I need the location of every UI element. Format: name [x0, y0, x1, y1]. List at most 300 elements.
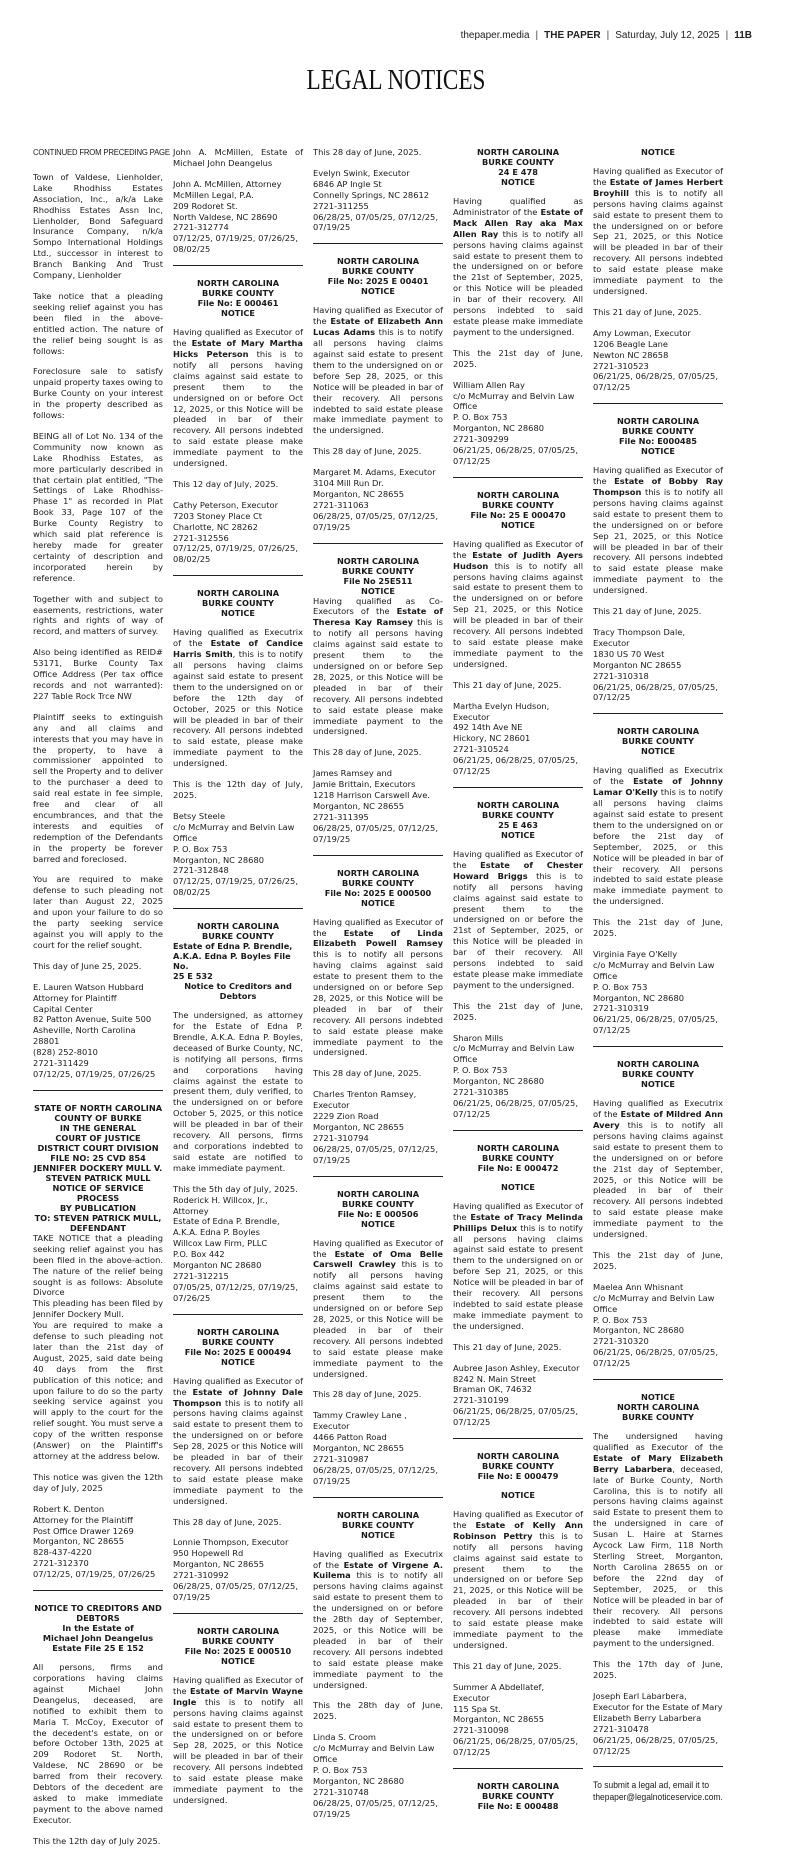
- estate-name: Estate of James Herbert Broyhill: [593, 176, 723, 198]
- masthead-page-number: 11B: [734, 30, 752, 41]
- paragraph-text: Having qualified as Executor of the: [593, 166, 723, 187]
- signature-line: 115 Spa St.: [453, 1703, 501, 1714]
- estate-name: Estate of Johnny Lamar O'Kelly: [593, 776, 723, 798]
- heading-line: DISTRICT COURT DIVISION: [37, 1142, 159, 1153]
- heading-line: BURKE COUNTY: [482, 157, 554, 167]
- estate-name: Estate of Chester Howard Briggs: [453, 859, 583, 881]
- notice-signature-block: [313, 467, 443, 532]
- notice-divider: [173, 908, 303, 909]
- notice-paragraph: [453, 539, 583, 670]
- heading-line: NOTICE: [640, 147, 676, 157]
- signature-line: Maelea Ann Whisnant: [593, 1281, 684, 1292]
- signature-line: c/o McMurray and Belvin Law Office: [313, 1743, 435, 1765]
- notice-paragraph: This 28 day of June, 2025.: [313, 147, 422, 157]
- heading-line: NORTH CAROLINA: [616, 726, 700, 737]
- notice-paragraph: [593, 465, 723, 596]
- signature-line: Morganton, NC 28680: [453, 423, 545, 434]
- paragraph-text: this is to notify all persons having claims against said estate to present them to the undersigned on or before Sep 21, 2025, or this Notice will be pleaded in bar of their recovery. All persons indebted to said estate please make immediate payment to the undersigned.: [453, 560, 583, 669]
- notice-heading: [173, 981, 303, 1001]
- heading-line: NORTH CAROLINA: [196, 1326, 280, 1337]
- notice-heading: [453, 1182, 583, 1192]
- masthead-date: Saturday, July 12, 2025: [615, 30, 720, 41]
- notice-paragraph: [453, 196, 583, 338]
- notice-heading: [313, 1189, 443, 1229]
- signature-line: John A. McMillen, Attorney: [173, 178, 282, 189]
- signature-line: 2229 Zion Road: [313, 1111, 379, 1122]
- estate-name: Estate of Theresa Kay Ramsey: [313, 606, 443, 628]
- notice-heading: [33, 1103, 163, 1233]
- heading-line: File No: E 000479: [477, 1471, 559, 1482]
- notice-divider: [313, 1176, 443, 1177]
- notice-signature-block: [593, 1282, 723, 1369]
- notice-heading: [313, 556, 443, 596]
- notice-signature-block: [313, 1089, 443, 1165]
- signature-line: (828) 252-8010: [33, 1047, 98, 1058]
- notice-signature-block: [173, 179, 303, 255]
- signature-line: This the 5th day of July, 2025.: [173, 1183, 298, 1194]
- signature-line: Attorney for the Plaintiff: [33, 1514, 133, 1525]
- submission-note: To submit a legal ad, email it to thepaper@legalnoticeservice.com.: [593, 1780, 723, 1803]
- heading-line: NORTH CAROLINA: [616, 416, 700, 427]
- paragraph-text: this is to notify all persons having claims against said estate to present them to the undersigned on or before Sep 28, 2025, or this Notice will be pleaded in bar of their recovery. All persons indebted to said estate please make immediate payment to the undersigned.: [313, 1259, 443, 1379]
- notice-divider: [313, 1497, 443, 1498]
- notice-paragraph: [593, 1431, 723, 1649]
- notice-paragraph: [173, 1675, 303, 1806]
- heading-line: BURKE COUNTY: [622, 736, 694, 747]
- signature-line: 06/21/25, 06/28/25, 07/05/25, 07/12/25: [593, 1014, 718, 1036]
- notice-paragraph: You are required to make a defense to such pleading not later than the 21st day of August, 2025, said date being 40 days from the first publication of this notice; and upon failure to do so the party seeking service against you will apply to the court for the relief sought. You must serve a copy of the written response (Answer) on the Plaintiff's attorney at the address below.: [33, 1320, 163, 1461]
- paragraph-text: this is to notify all persons having claims against said estate to present them to the undersigned on or before Sep 28, 2025, or this Notice will be pleaded in bar of their recovery. All persons indebted to said estate please make immediate payment to the undersigned.: [313, 949, 443, 1058]
- signature-line: 06/21/25, 06/28/25, 07/05/25, 07/12/25: [453, 1098, 578, 1119]
- notice-paragraph: This 28 day of June, 2025.: [313, 747, 422, 758]
- signature-line: 06/28/25, 07/05/25, 07/12/25, 07/19/25: [313, 1464, 438, 1486]
- notice-paragraph: [593, 765, 723, 907]
- signature-line: Charles Trenton Ramsey, Executor: [313, 1089, 417, 1111]
- heading-line: BURKE COUNTY: [482, 809, 554, 820]
- signature-line: 209 Rodoret St.: [173, 200, 238, 211]
- estate-name: Estate of Judith Ayers Hudson: [453, 549, 583, 571]
- heading-line: File No: E 000472: [477, 1162, 559, 1173]
- heading-line: NORTH CAROLINA: [476, 799, 560, 810]
- notice-signature-block: [453, 701, 583, 777]
- signature-line: P.O. Box 442: [173, 1249, 225, 1260]
- heading-line: NOTICE TO CREDITORS AND DEBTORS: [34, 1603, 162, 1624]
- notice-divider: [173, 1613, 303, 1614]
- signature-line: Amy Lowman, Executor: [593, 327, 691, 338]
- signature-line: 1218 Harrison Carswell Ave.: [313, 790, 430, 801]
- heading-line: BURKE COUNTY: [342, 565, 414, 576]
- heading-line: FILE NO: 25 CVD 854: [50, 1152, 146, 1163]
- paragraph-text: this is to notify all persons having claims against said estate to present them to the undersigned on or before Sep 21, 2025, or this Notice will be pleaded in bar of their recovery. All persons indebted to said estate please make immediate payment to the undersigned.: [593, 187, 723, 296]
- notice-divider: [313, 543, 443, 544]
- signature-line: Morganton, NC 28680: [453, 1076, 545, 1087]
- signature-line: 06/21/25, 06/28/25, 07/05/25, 07/12/25: [593, 371, 718, 393]
- signature-line: 2721-310318: [593, 670, 649, 681]
- notice-paragraph: TAKE NOTICE that a pleading seeking relief against you has been filed in the above-action. The nature of the relief being sought is as follows: Absolute Divorce: [33, 1232, 163, 1298]
- heading-line: In the Estate of: [62, 1623, 134, 1634]
- heading-line: NOTICE: [640, 1392, 676, 1403]
- signature-line: 07/12/25, 07/19/25, 07/26/25, 08/02/25: [173, 876, 298, 898]
- notice-paragraph: This the 17th day of June, 2025.: [593, 1659, 723, 1681]
- notice-paragraph: Also being identified as REID# 53171, Burke County Tax Office Address (Per tax office records and not warranted): 227 Table Rock Trce NW: [33, 647, 163, 701]
- notice-paragraph: This the 21st day of June, 2025.: [453, 1000, 583, 1022]
- paragraph-text: this is to notify all persons having claims against said estate to present them to the undersigned on or before the 28th day of September, 2025, or this Notice will be pleaded in bar of their recovery. All persons indebted to said estate please make immediate payment to the undersigned.: [313, 1570, 443, 1690]
- signature-line: Morganton, NC 28655: [313, 1443, 405, 1454]
- signature-line: North Valdese, NC 28690: [173, 211, 278, 222]
- signature-line: P. O. Box 753: [453, 412, 508, 423]
- signature-line: Morganton, NC 28655: [313, 800, 405, 811]
- notice-paragraph: All persons, firms and corporations having claims against Michael John Deangelus, deceased, are notified to exhibit them to Maria T. McCoy, Executor of the decedent's estate, on or before October 13th, 2025 at 209 Rodoret St. North, Valdese, NC 28690 or be barred from their recovery. Debtors of the decedent are asked to make immediate payment to the above named Executor.: [33, 1662, 163, 1825]
- notice-paragraph: This 21 day of June, 2025.: [593, 606, 702, 617]
- signature-line: 06/21/25, 06/28/25, 07/05/25, 07/12/25: [453, 1736, 578, 1758]
- continued-label: CONTINUED FROM PRECEDING PAGE: [33, 147, 170, 157]
- notice-paragraph: This 28 day of June, 2025.: [313, 1389, 422, 1400]
- notice-paragraph: [313, 305, 443, 436]
- signature-line: P. O. Box 753: [173, 843, 228, 854]
- signature-line: 07/12/25, 07/19/25, 07/26/25: [33, 1569, 156, 1580]
- signature-line: 2721-312370: [33, 1558, 89, 1569]
- notice-divider: [453, 1438, 583, 1439]
- signature-line: Linda S. Croom: [313, 1732, 376, 1743]
- signature-line: Joseph Earl Labarbera,: [593, 1690, 687, 1701]
- signature-line: Morganton, NC 28655: [33, 1536, 125, 1547]
- heading-line: BURKE COUNTY: [342, 1198, 414, 1209]
- notice-signature-block: [313, 1732, 443, 1819]
- signature-line: 2721-310523: [593, 360, 649, 371]
- notice-signature-block: [313, 168, 443, 233]
- notice-paragraph: [593, 1098, 723, 1240]
- paragraph-text: this is to notify all persons having claims against said estate to present them to the undersigned on or before Sep 28, 2025, or this Notice will be pleaded in bar of their recovery. All persons indebted to said estate please make immediate payment to the undersigned.: [313, 327, 443, 436]
- paragraph-text: Having qualified as Executor of the: [173, 327, 303, 349]
- signature-line: 2721-310992: [173, 1570, 229, 1581]
- notice-paragraph: This notice was given the 12th day of July, 2025: [33, 1471, 163, 1493]
- signature-line: Post Office Drawer 1269: [33, 1525, 134, 1536]
- signature-line: 06/21/25, 06/28/25, 07/05/25, 07/12/25: [453, 445, 578, 466]
- signature-line: E. Lauren Watson Hubbard: [33, 981, 144, 992]
- signature-line: 2721-310794: [313, 1132, 369, 1143]
- signature-line: 06/21/25, 06/28/25, 07/05/25, 07/12/25: [593, 1734, 718, 1756]
- heading-line: BURKE COUNTY: [622, 1412, 694, 1423]
- heading-line: NOTICE: [220, 608, 256, 619]
- heading-line: NORTH CAROLINA: [336, 256, 420, 267]
- heading-line: File No 25E511: [343, 575, 413, 586]
- signature-line: 2721-312556: [173, 532, 229, 543]
- signature-line: 07/12/25, 07/19/25, 07/26/25, 08/02/25: [173, 543, 298, 565]
- heading-line: STATE OF NORTH CAROLINA: [33, 1102, 163, 1113]
- notice-paragraph: This 28 day of June, 2025.: [313, 1068, 422, 1079]
- paragraph-text: Having qualified as Executor of the: [173, 1674, 303, 1696]
- heading-line: File No: E 000506: [337, 1208, 419, 1219]
- signature-line: 2721-310385: [453, 1087, 509, 1098]
- heading-line: NOTICE: [360, 1218, 396, 1229]
- signature-line: 2721-310524: [453, 744, 509, 755]
- notice-signature-block: [33, 982, 163, 1080]
- signature-line: 06/21/25, 06/28/25, 07/05/25, 07/12/25: [593, 681, 718, 703]
- signature-line: Robert K. Denton: [33, 1503, 105, 1514]
- signature-line: William Allen Ray: [453, 379, 525, 390]
- notice-heading: [453, 800, 583, 840]
- heading-line: NOTICE: [640, 746, 676, 757]
- estate-name: Estate of Bobby Ray Thompson: [593, 476, 723, 498]
- signature-line: McMillen Legal, P.A.: [173, 189, 254, 200]
- notice-divider: [33, 1590, 163, 1591]
- signature-line: Morganton, NC 28655: [313, 1122, 405, 1132]
- heading-line: IN THE GENERAL: [59, 1122, 137, 1133]
- heading-line: COURT OF JUSTICE: [55, 1132, 141, 1143]
- signature-line: 2721-309299: [453, 434, 509, 445]
- paragraph-text: this is to notify all persons having claims against said estate to present them to the undersigned on or before the 21st day of September, 2025, or this Notice will be pleaded in bar of their recovery. All persons indebted to said estate please make immediate payment to the undersigned.: [593, 787, 723, 907]
- signature-line: 828-437-4220: [33, 1547, 92, 1558]
- heading-line: Estate File 25 E 152: [52, 1643, 144, 1654]
- signature-line: 8242 N. Main Street: [453, 1373, 536, 1384]
- notice-paragraph: John A. McMillen, Estate of Michael John Deangelus: [173, 147, 303, 168]
- signature-line: 2721-310320: [593, 1336, 649, 1347]
- notice-heading: [453, 1451, 583, 1481]
- column-5: [593, 147, 723, 1857]
- notice-heading: [173, 921, 303, 941]
- heading-line: NORTH CAROLINA: [196, 588, 280, 599]
- notice-paragraph: This 21 day of June, 2025.: [453, 679, 562, 690]
- paragraph-text: this is to notify all persons having claims against said estate to present them to the undersigned on or before Oct 12, 2025, or this Notice will be pleaded in bar of their recovery. All persons indebted to said estate please make immediate payment to the undersigned.: [173, 348, 303, 469]
- estate-name: Estate of Mary Elizabeth Berry Labarbera: [593, 1452, 723, 1474]
- notice-paragraph: [453, 849, 583, 991]
- paragraph-text: Having qualified as Executrix of the: [593, 765, 723, 787]
- signature-line: 2721-310319: [593, 1003, 649, 1014]
- signature-line: 7203 Stoney Place Ct: [173, 510, 263, 521]
- notice-heading: [313, 868, 443, 908]
- signature-line: Roderick H. Willcox, Jr., Attorney: [173, 1194, 268, 1216]
- notice-heading: [453, 147, 583, 187]
- signature-line: 4466 Patton Road: [313, 1432, 387, 1443]
- signature-line: 2721-310098: [453, 1725, 509, 1736]
- notice-divider: [593, 1046, 723, 1047]
- notice-paragraph: This 21 day of June, 2025.: [593, 306, 702, 317]
- paragraph-text: Having qualified as Executor of the: [453, 1200, 583, 1222]
- notice-heading: [173, 1626, 303, 1666]
- heading-line: NOTICE: [500, 177, 536, 187]
- heading-line: NORTH CAROLINA: [196, 1625, 280, 1636]
- signature-line: Morganton NC 28680: [173, 1260, 262, 1271]
- notice-heading: [33, 1603, 163, 1653]
- heading-line: NOTICE: [220, 1356, 256, 1367]
- heading-line: NORTH CAROLINA: [476, 1781, 560, 1792]
- signature-line: Asheville, North Carolina 28801: [33, 1025, 136, 1047]
- paragraph-text: Having qualified as Executor of the: [453, 848, 583, 870]
- column-4: [453, 147, 583, 1857]
- signature-line: 2721-310478: [593, 1723, 649, 1734]
- signature-line: 07/12/25, 07/19/25, 07/26/25: [33, 1068, 156, 1079]
- notice-paragraph: Take notice that a pleading seeking relief against you has been filed in the above-entitled action. The nature of the relief being sought is as follows:: [33, 290, 163, 356]
- notice-heading: [593, 726, 723, 756]
- signature-line: Jamie Brittain, Executors: [313, 779, 416, 790]
- heading-line: NOTICE: [500, 1181, 536, 1192]
- heading-line: NORTH CAROLINA: [476, 489, 560, 500]
- signature-line: 2721-311255: [313, 200, 369, 211]
- signature-line: 06/21/25, 06/28/25, 07/05/25, 07/12/25: [453, 755, 578, 777]
- estate-name: Estate of Candice Harris Smith: [173, 638, 304, 660]
- paragraph-text: Having qualified as Executor of the: [313, 305, 443, 327]
- paragraph-text: Having qualified as Executor of the: [453, 538, 583, 560]
- notice-signature-block: [173, 1184, 303, 1304]
- heading-line: NORTH CAROLINA: [336, 1509, 420, 1520]
- paragraph-text: , deceased, late of Burke County, North Carolina, this is to notify all persons having claims against said Estate to present them to the undersigned in care of Susan L. Haire at Starnes Aycock Law Firm, 118 North Sterling Street, Morganton, North Carolina 28655 on or before the 22nd day of September, 2025, or this Notice will be pleaded in bar of their recovery. All persons indebted to said estate will please make immediate payment to the undersigned.: [593, 1463, 723, 1649]
- paragraph-text: Having qualified as Executrix of the: [313, 1548, 443, 1570]
- paragraph-text: Having qualified as Administrator of the: [453, 196, 583, 217]
- signature-line: P. O. Box 753: [593, 981, 648, 992]
- heading-line: BURKE COUNTY: [202, 1635, 274, 1646]
- signature-line: 06/28/25, 07/05/25, 07/12/25, 07/19/25: [313, 822, 438, 844]
- estate-name: Estate of Kelly Ann Robinson Pettry: [453, 1519, 583, 1541]
- page-masthead: [461, 30, 752, 41]
- signature-line: 06/28/25, 07/05/25, 07/12/25, 07/19/25: [313, 211, 438, 233]
- notice-paragraph: BEING all of Lot No. 134 of the Community now known as Lake Rhodhiss Estates, as more particularly described in that certain plat entitled, "The Settings of Lake Rhodhiss-Phase 1" as recorded in Plat Book 33, Page 107 of the Burke County Registry to which said plat reference is hereby made for greater certainty of description and incorporated herein by reference.: [33, 430, 163, 583]
- signature-line: 2721-311063: [313, 499, 369, 510]
- signature-line: 07/12/25, 07/19/25, 07/26/25, 08/02/25: [173, 233, 298, 255]
- signature-line: Sharon Mills: [453, 1032, 504, 1043]
- notice-paragraph: [173, 1376, 303, 1507]
- heading-line: File No: E 000461: [197, 298, 279, 309]
- signature-line: 07/05/25, 07/12/25, 07/19/25, 07/26/25: [173, 1281, 298, 1303]
- notice-signature-block: [313, 768, 443, 844]
- notice-divider: [453, 787, 583, 788]
- notice-signature-block: [593, 1691, 723, 1756]
- notice-divider: [313, 855, 443, 856]
- heading-line: BY PUBLICATION: [60, 1202, 136, 1213]
- signature-line: 6846 AP Ingle St: [313, 178, 382, 189]
- signature-line: Margaret M. Adams, Executor: [313, 467, 436, 478]
- heading-line: 24 E 478: [498, 167, 538, 177]
- signature-line: Morganton, NC 28680: [593, 1325, 685, 1336]
- signature-line: 950 Hopewell Rd: [173, 1548, 244, 1559]
- notice-signature-block: [453, 1363, 583, 1428]
- heading-line: BURKE COUNTY: [202, 1336, 274, 1347]
- signature-line: 2721-310748: [313, 1786, 369, 1797]
- masthead-site: thepaper.media: [460, 30, 530, 41]
- notice-divider: [453, 1130, 583, 1131]
- heading-line: NORTH CAROLINA: [476, 1451, 560, 1462]
- heading-line: NORTH CAROLINA: [616, 1059, 700, 1070]
- heading-line: NORTH CAROLINA: [336, 1188, 420, 1199]
- notice-paragraph: [593, 166, 723, 297]
- heading-line: NOTICE: [360, 897, 396, 908]
- notice-paragraph: The undersigned, as attorney for the Estate of Edna P. Brendle, A.K.A. Edna P. Boyles, deceased of Burke County, NC, is notifying all persons, firms and corporations having claims against the estate to present them, duly verified, to the undersigned on or before October 5, 2025, or this notice will be pleaded in bar of their recovery. All persons, firms and corporations indebted to said estate are notified to make immediate payment.: [173, 1010, 303, 1173]
- column-2: [173, 147, 303, 1857]
- notice-signature-block: [173, 1537, 303, 1602]
- signature-line: 2721-311395: [313, 811, 369, 822]
- notice-paragraph: [173, 327, 303, 469]
- signature-line: 3104 Mill Run Dr.: [313, 478, 384, 489]
- heading-line: BURKE COUNTY: [482, 1461, 554, 1472]
- notice-heading: [593, 1392, 723, 1422]
- separator: |: [725, 30, 729, 41]
- heading-line: NORTH CAROLINA: [476, 1142, 560, 1153]
- notice-paragraph: [453, 1509, 583, 1651]
- notice-signature-block: [453, 1682, 583, 1758]
- column-1: [33, 147, 170, 1857]
- heading-line: 25 E 532: [173, 971, 213, 982]
- paragraph-text: this is to notify all persons having claims against said estate to present them to the undersigned on or before the 21st day of September, 2025, or this Notice will be pleaded in bar of their recovery. All persons indebted to said estate please make immediate payment to the undersigned.: [593, 1120, 723, 1240]
- signature-line: Virginia Faye O'Kelly: [593, 948, 678, 959]
- paragraph-text: this is to notify all persons having claims against said estate to present them to the undersigned on or before Sep 28, 2025, or this Notice will be pleaded in bar of their recovery. All persons indebted to said estate please make immediate payment to the undersigned.: [313, 617, 443, 737]
- heading-line: NOTICE: [360, 1529, 396, 1540]
- signature-line: Hickory, NC 28601: [453, 733, 531, 744]
- heading-line: File No: E000485: [619, 436, 697, 447]
- notice-paragraph: This the 12th day of July 2025.: [33, 1835, 161, 1846]
- signature-line: 2721-310987: [313, 1453, 369, 1464]
- notice-paragraph: This 21 day of June, 2025.: [453, 1660, 562, 1671]
- signature-line: Morganton, NC 28680: [593, 992, 685, 1003]
- signature-line: Morganton, NC 28655: [173, 1559, 265, 1570]
- heading-line: Notice to Creditors and Debtors: [184, 981, 292, 1002]
- notice-columns: [33, 147, 723, 1857]
- signature-line: Newton NC 28658: [593, 349, 669, 360]
- notice-heading: [173, 278, 303, 318]
- signature-line: 06/28/25, 07/05/25, 07/12/25, 07/19/25: [313, 1143, 438, 1165]
- signature-line: c/o McMurray and Belvin Law Office: [453, 1043, 575, 1065]
- heading-line: BURKE COUNTY: [342, 877, 414, 888]
- signature-line: Summer A Abdellatef, Executor: [453, 1681, 545, 1703]
- signature-line: Charlotte, NC 28262: [173, 521, 258, 532]
- heading-line: Estate of Edna P. Brendle, A.K.A. Edna P. Boyles File No.: [173, 941, 293, 972]
- signature-line: P. O. Box 753: [453, 1065, 508, 1076]
- estate-name: Estate of Tracy Melinda Phillips Delux: [453, 1211, 583, 1233]
- heading-line: NOTICE: [220, 308, 256, 319]
- heading-line: File No: 2025 E 000494: [184, 1346, 292, 1357]
- signature-line: Tammy Crawley Lane , Executor: [313, 1410, 407, 1432]
- signature-line: Morganton NC 28655: [593, 659, 682, 670]
- paragraph-text: this is to notify all persons having claims against said estate to present them to the undersigned on or before the 21st of September, 2025, or this Notice will be pleaded in bar of their recovery. All persons indebted to said estate please make immediate payment to the undersigned.: [453, 228, 583, 337]
- paragraph-text: this is to notify all persons having claims against said estate to present them to the undersigned on or before Sep 21, 2025, or this Notice will be pleaded in bar of their recovery. All persons indebted to said estate please make immediate payment to the undersigned.: [453, 1222, 583, 1331]
- heading-line: NORTH CAROLINA: [336, 555, 420, 566]
- paragraph-text: Having qualified as Executor of the: [593, 465, 723, 487]
- heading-line: Michael John Deangelus: [42, 1633, 154, 1644]
- heading-line: JENNIFER DOCKERY MULL V.: [33, 1162, 163, 1173]
- heading-line: BURKE COUNTY: [482, 1791, 554, 1802]
- notice-divider: [453, 1768, 583, 1769]
- heading-line: NOTICE: [500, 829, 536, 840]
- heading-line: BURKE COUNTY: [622, 426, 694, 437]
- signature-line: Cathy Peterson, Executor: [173, 499, 279, 510]
- paragraph-text: Having qualified as Executor of the: [173, 1375, 303, 1397]
- paragraph-text: Having qualified as Executor of the: [453, 1509, 583, 1530]
- notice-divider: [453, 477, 583, 478]
- notice-divider: [33, 1090, 163, 1091]
- notice-heading: [593, 1059, 723, 1089]
- signature-line: Morganton, NC 28655: [313, 488, 405, 499]
- signature-line: Morganton, NC 28680: [173, 854, 265, 865]
- heading-line: File No: 2025 E 000500: [324, 887, 432, 898]
- signature-line: c/o McMurray and Belvin Law Office: [593, 1292, 715, 1314]
- paragraph-text: Having qualified as Executor of the: [313, 916, 443, 938]
- paragraph-text: this is to notify all persons having claims against said estate to present them to the undersigned on or before Sep 21, 2025, or this Notice will be pleaded in bar of their recovery. All persons indebted to said estate please make immediate payment to the undersigned.: [593, 487, 723, 596]
- notice-divider: [313, 243, 443, 244]
- notice-signature-block: [593, 949, 723, 1036]
- heading-line: NOTICE OF SERVICE PROCESS: [52, 1182, 144, 1203]
- signature-line: P. O. Box 753: [593, 1314, 648, 1325]
- heading-line: NOTICE: [500, 1490, 536, 1501]
- heading-line: File No: 25 E 000470: [470, 509, 566, 520]
- signature-line: 2721-311429: [33, 1058, 89, 1069]
- column-3: [313, 147, 443, 1857]
- notice-paragraph: This the 21st day of June, 2025.: [593, 917, 723, 939]
- notice-signature-block: [33, 1504, 163, 1580]
- signature-line: Lonnie Thompson, Executor: [173, 1537, 289, 1548]
- notice-heading: [453, 1781, 583, 1811]
- heading-line: STEVEN PATRICK MULL: [45, 1172, 151, 1183]
- signature-line: c/o McMurray and Belvin Law Office: [173, 821, 295, 843]
- notice-signature-block: [173, 811, 303, 898]
- notice-divider: [593, 403, 723, 404]
